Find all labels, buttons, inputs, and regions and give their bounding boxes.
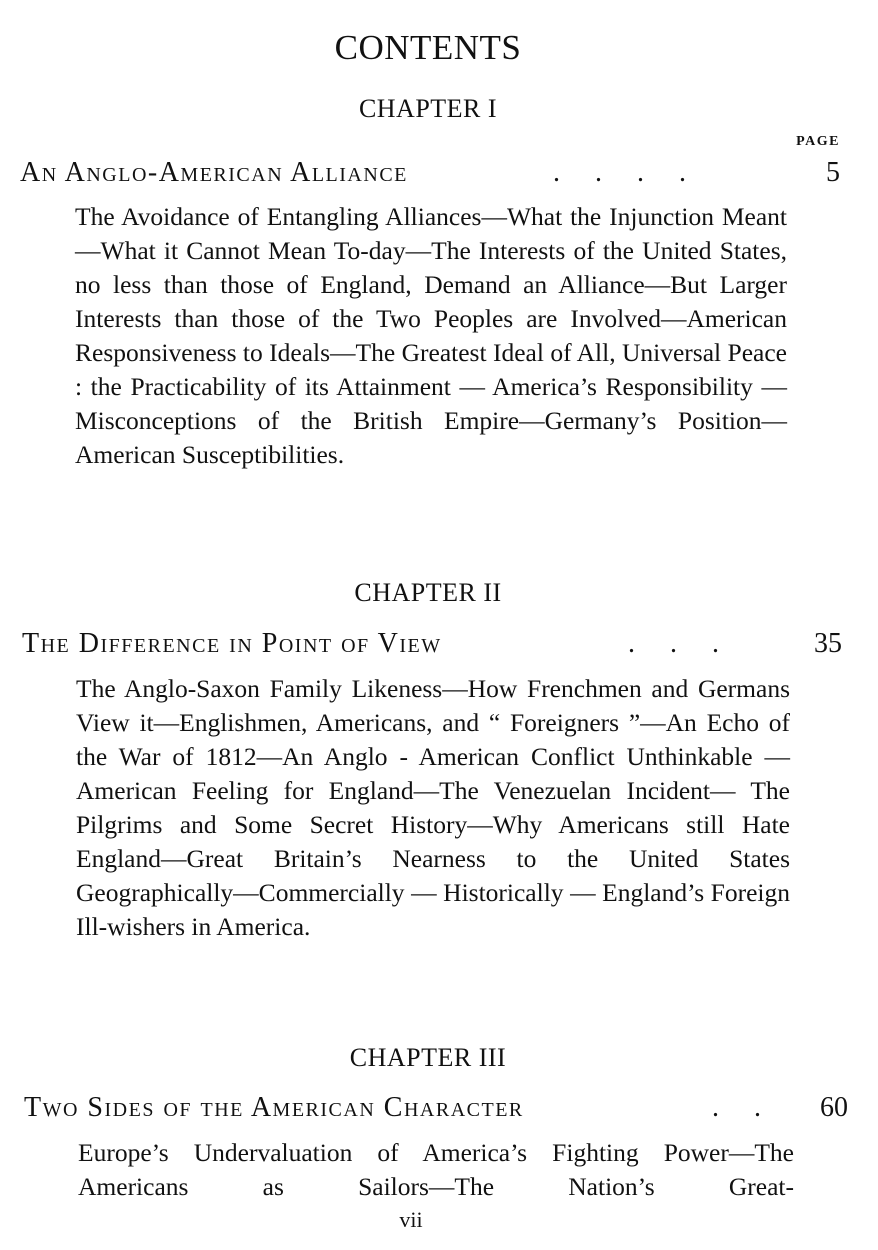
chapter-title-1: An Anglo-American Alliance bbox=[20, 157, 408, 188]
chapter-title-2: The Difference in Point of View bbox=[22, 628, 442, 659]
chapter-summary-3: Europe’s Undervaluation of America’s Fighting Power—The Americans as Sailors—The Nation’s Great- bbox=[78, 1138, 794, 1201]
page-number-1: 5 bbox=[826, 157, 840, 188]
page-title: CONTENTS bbox=[334, 28, 522, 67]
page-number-2: 35 bbox=[814, 628, 842, 659]
leader-dots-3: . . bbox=[712, 1092, 761, 1123]
chapter-summary-1: The Avoidance of Entangling Alliances—What the Injunction Meant—What it Cannot Mean To-day—The Interests of the United States, no less than those of England, Demand an Alliance—But Larger Interests than those of the Two Peoples are Involved—American Responsiveness to Ideals—The Greatest Ideal of All, Universal Peace : the Practicability of its Attainment — America’s Responsibility — Misconceptions of the British Empire—Germany’s Position—American Susceptibilities. bbox=[75, 202, 787, 469]
page-number-3: 60 bbox=[820, 1092, 848, 1123]
chapter-label-3: CHAPTER III bbox=[349, 1043, 507, 1072]
leader-dots-1: . . . . bbox=[553, 157, 686, 188]
chapter-label-1: CHAPTER I bbox=[358, 94, 498, 123]
chapter-label-2: CHAPTER II bbox=[354, 578, 502, 607]
leader-dots-2: . . . bbox=[628, 628, 719, 659]
page-folio: vii bbox=[399, 1207, 423, 1232]
chapter-summary-2: The Anglo-Saxon Family Likeness—How Frenchmen and Germans View it—Englishmen, Americans, and “ Foreigners ”—An Echo of the War of 1812—An Anglo - American Conflict Unthinkable — American Feeling for England—The Venezuelan Incident— The Pilgrims and Some Secret History—Why Americans still Hate England—Great Britain’s Nearness to the United States Geographically—Commercially — Historically — England’s Foreign Ill-wishers in America. bbox=[76, 674, 790, 941]
page-column-label: PAGE bbox=[796, 134, 840, 149]
chapter-title-3: Two Sides of the American Character bbox=[24, 1092, 524, 1123]
